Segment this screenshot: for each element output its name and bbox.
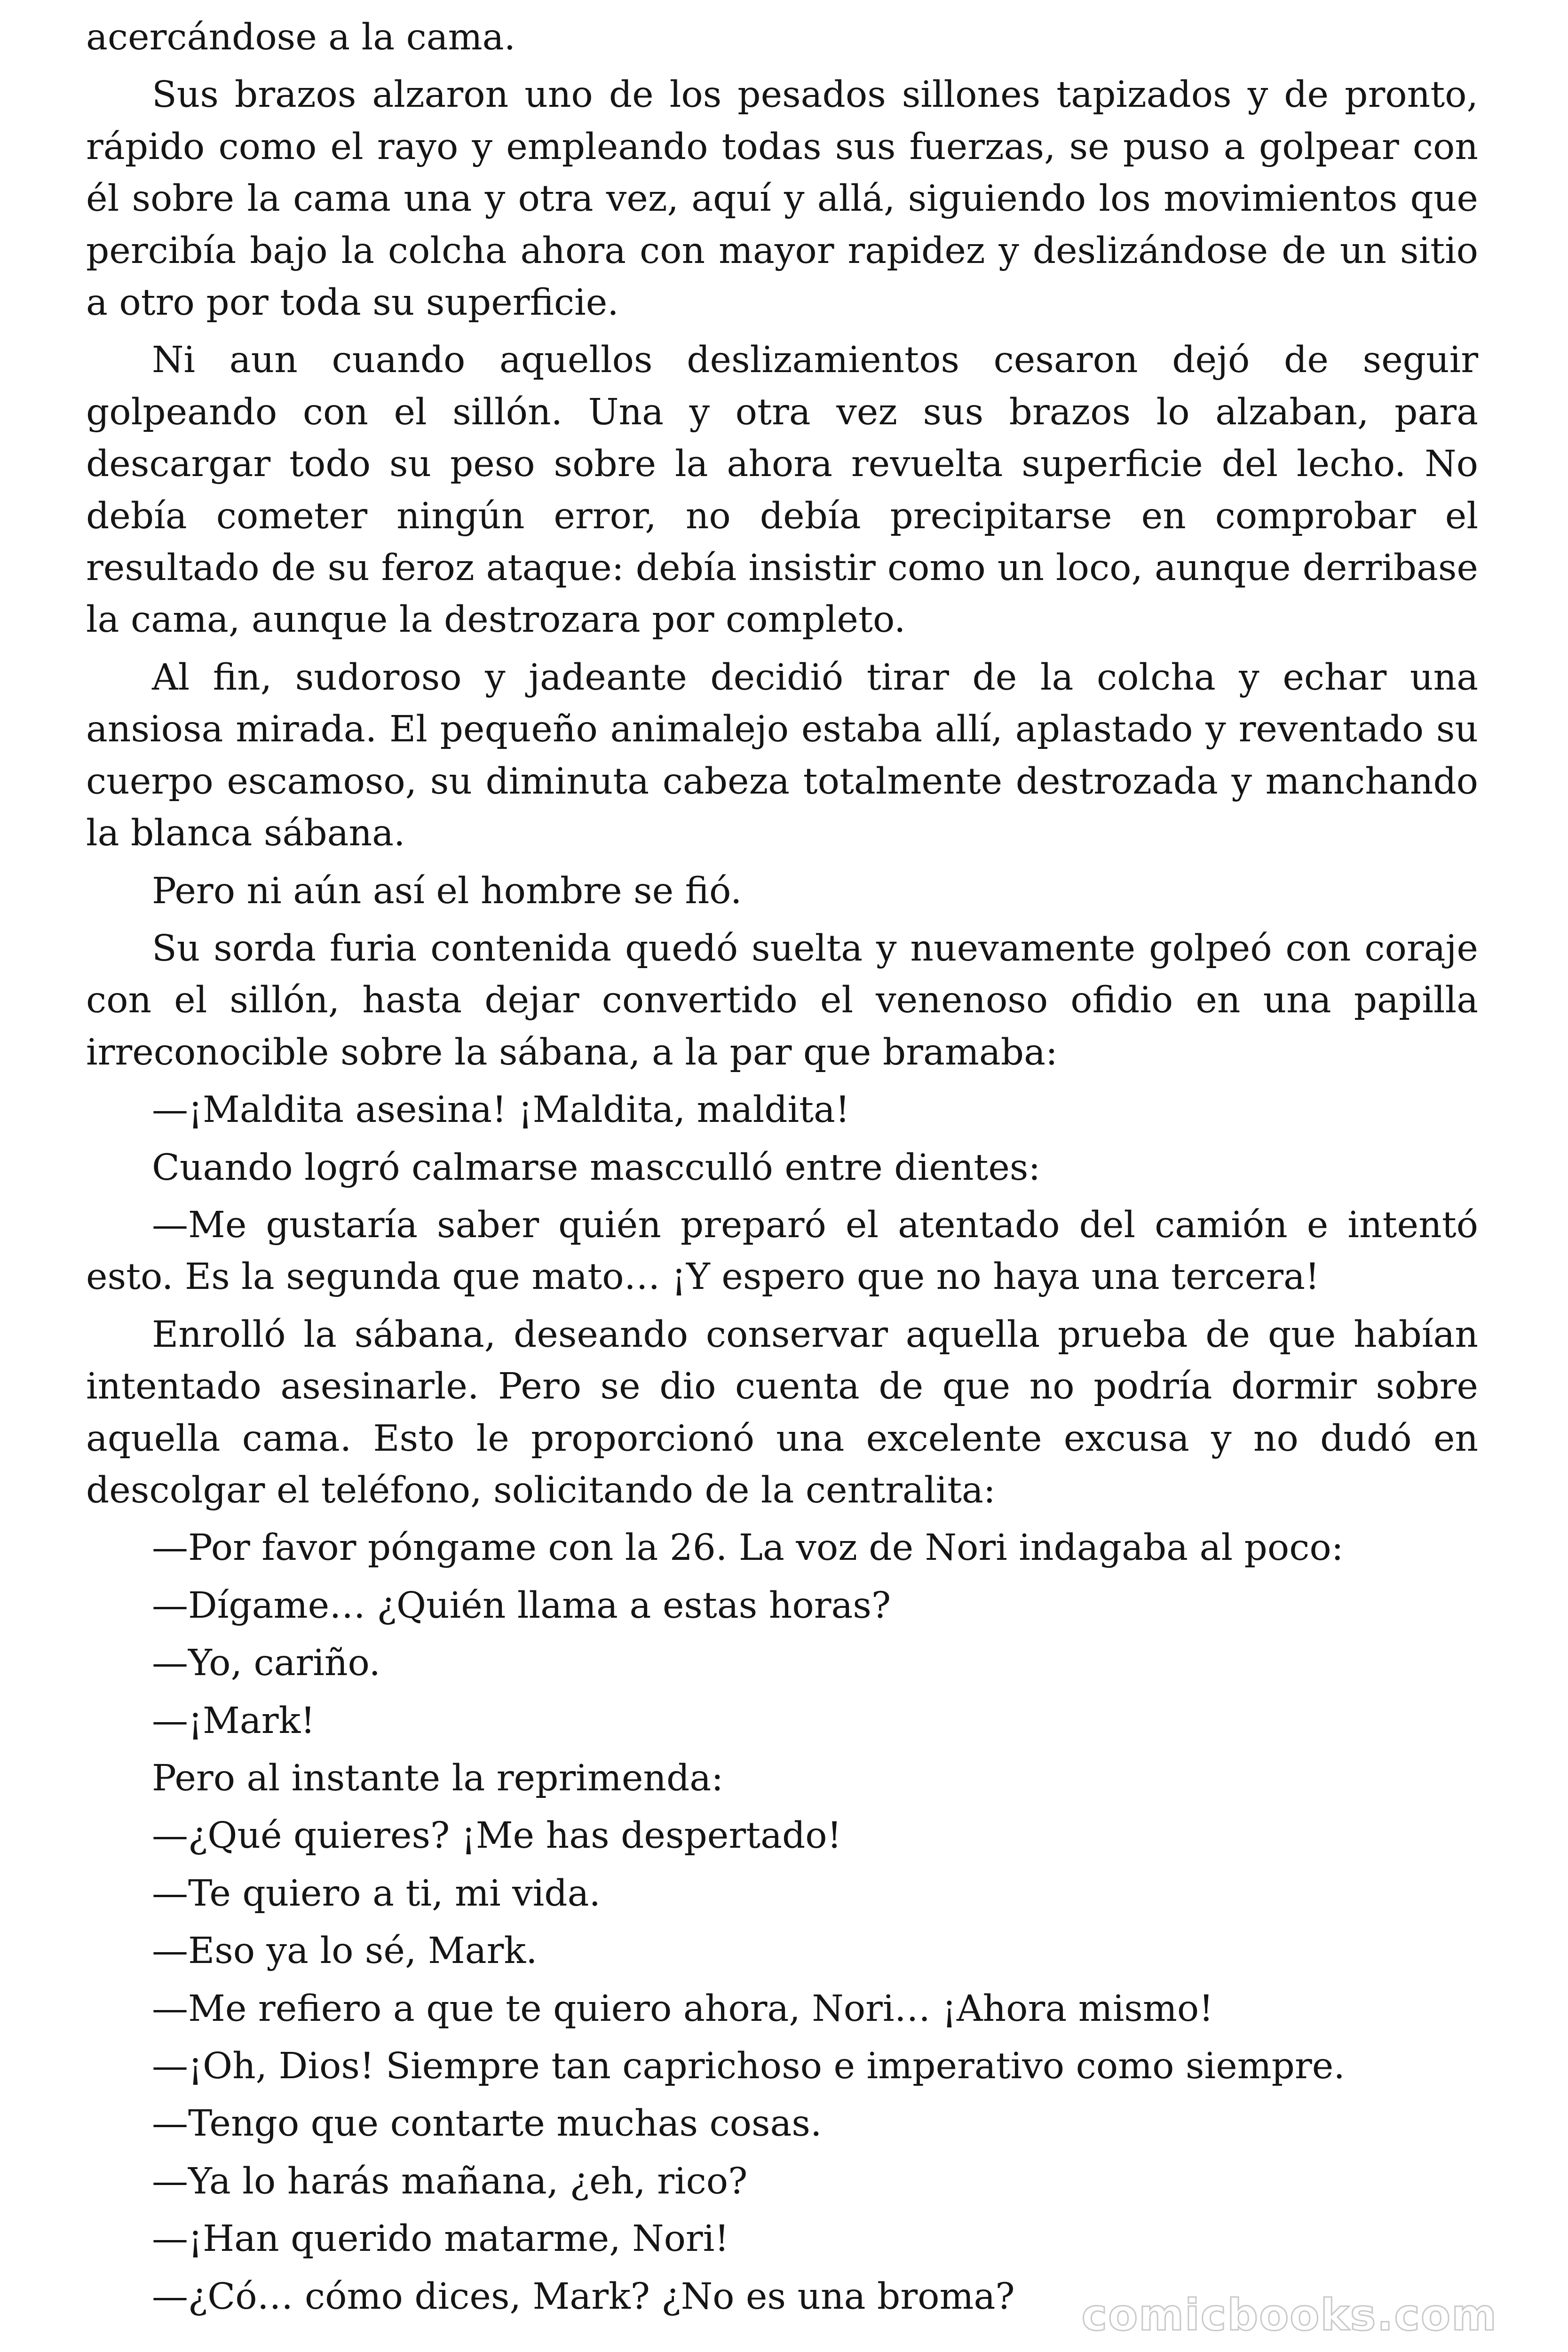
dialogue-line: —Tengo que contarte muchas cosas. [152, 2103, 822, 2145]
watermark: comicbooks.com [1081, 2290, 1497, 2340]
book-page [86, 12, 1478, 2328]
paragraph: Pero al instante la reprimenda: [152, 1757, 724, 1799]
paragraph: Al fin, sudoroso y jadeante decidió tirar de la colcha y echar una ansiosa mirada. El pequeño animalejo estaba allí, aplastado y reventado su cuerpo escamoso, su diminuta cabeza totalmente destrozada y manchando la blanca sábana. [86, 656, 1478, 855]
dialogue-line: —¡Oh, Dios! Siempre tan caprichoso e imperativo como siempre. [152, 2045, 1345, 2088]
paragraph: acercándose a la cama. [86, 16, 516, 58]
paragraph: Cuando logró calmarse mascculló entre dientes: [152, 1146, 1041, 1189]
dialogue-line: —Eso ya lo sé, Mark. [152, 1930, 538, 1972]
dialogue-line: —Por favor póngame con la 26. La voz de Nori indagaba al poco: [152, 1527, 1344, 1569]
dialogue-line: —¡Maldita asesina! ¡Maldita, maldita! [152, 1089, 850, 1131]
paragraph: Pero ni aún así el hombre se fió. [152, 870, 742, 912]
dialogue-line: —Me gustaría saber quién preparó el atentado del camión e intentó esto. Es la segunda que mato… ¡Y espero que no haya una tercera! [86, 1204, 1478, 1298]
dialogue-line: —Dígame… ¿Quién llama a estas horas? [152, 1584, 891, 1627]
dialogue-line: —¿Qué quieres? ¡Me has despertado! [152, 1815, 842, 1857]
paragraph: Su sorda furia contenida quedó suelta y nuevamente golpeó con coraje con el sillón, hasta dejar convertido el venenoso ofidio en una papilla irreconocible sobre la sábana, a la par que bramaba: [86, 927, 1478, 1073]
dialogue-line: —Me refiero a que te quiero ahora, Nori… ¡Ahora mismo! [152, 1987, 1214, 2030]
dialogue-line: —¡Han querido matarme, Nori! [152, 2218, 729, 2260]
dialogue-line: —Te quiero a ti, mi vida. [152, 1872, 601, 1915]
dialogue-line: —¿Có… cómo dices, Mark? ¿No es una broma? [152, 2275, 1015, 2318]
dialogue-line: —¡Mark! [152, 1700, 316, 1742]
dialogue-line: —Ya lo harás mañana, ¿eh, rico? [152, 2160, 748, 2202]
dialogue-line: —Yo, cariño. [152, 1642, 380, 1685]
paragraph: Ni aun cuando aquellos deslizamientos cesaron dejó de seguir golpeando con el sillón. Una y otra vez sus brazos lo alzaban, para descargar todo su peso sobre la ahora revuelta superficie del lecho. No debía cometer ningún error, no debía precipitarse en comprobar el resultado de su feroz ataque: debía insistir como un loco, aunque derribase la cama, aunque la destrozara por completo. [86, 339, 1478, 641]
paragraph: Sus brazos alzaron uno de los pesados sillones tapizados y de pronto, rápido como el rayo y empleando todas sus fuerzas, se puso a golpear con él sobre la cama una y otra vez, aquí y allá, siguiendo los movimientos que percibía bajo la colcha ahora con mayor rapidez y deslizándose de un sitio a otro por toda su superficie. [86, 74, 1478, 324]
paragraph: Enrolló la sábana, deseando conservar aquella prueba de que habían intentado asesinarle. Pero se dio cuenta de que no podría dormir sobre aquella cama. Esto le proporcionó una excelente excusa y no dudó en descolgar el teléfono, solicitando de la centralita: [86, 1313, 1478, 1511]
